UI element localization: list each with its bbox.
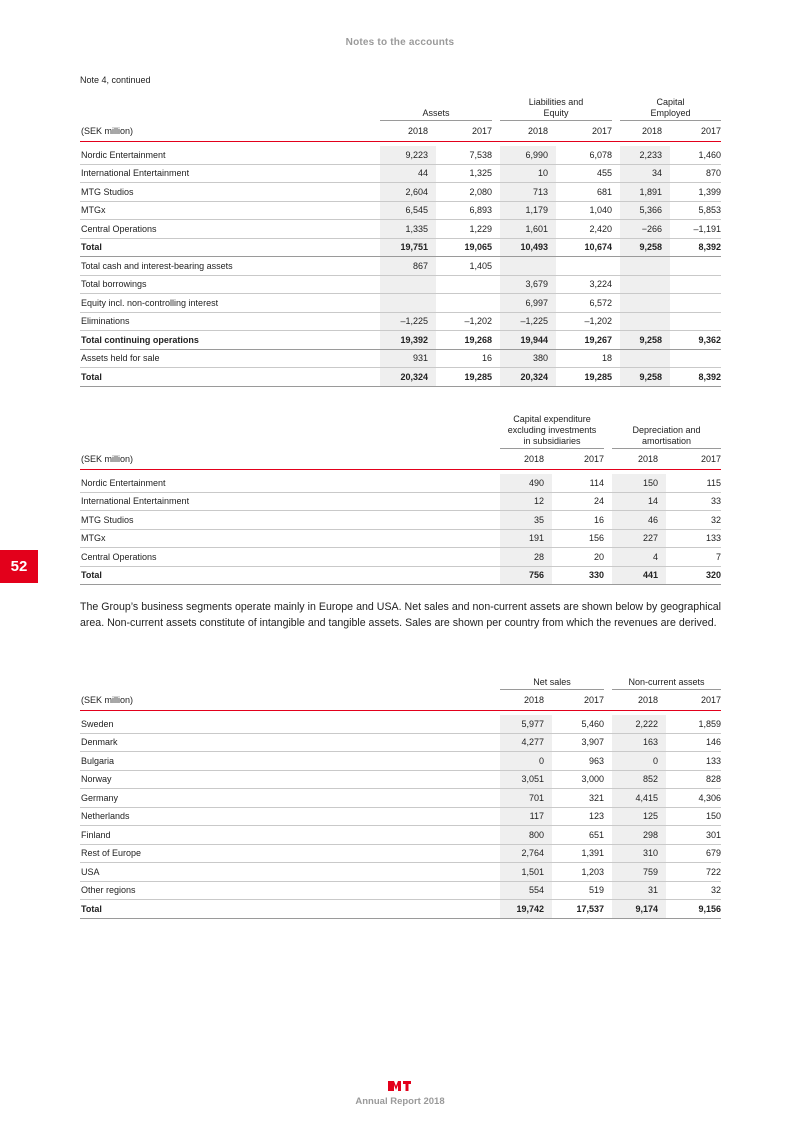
table-cell: 163	[612, 733, 666, 752]
table-row	[80, 312, 721, 331]
table-cell: 321	[552, 789, 604, 808]
table-cell: 1,405	[436, 257, 492, 276]
table-cell: 125	[612, 807, 666, 826]
table-cell: 227	[612, 529, 666, 548]
table-cell: 681	[556, 183, 612, 202]
table-cell	[620, 294, 670, 313]
table-row	[80, 164, 721, 183]
table-cell: 19,742	[500, 900, 552, 919]
row-label: Equity incl. non-controlling interest	[80, 294, 380, 313]
table-cell: 32	[666, 881, 721, 900]
column-gap	[492, 257, 500, 276]
table-cell	[670, 257, 721, 276]
table-cell: 19,065	[436, 238, 492, 257]
column-gap	[604, 733, 612, 752]
column-gap	[604, 900, 612, 919]
table-cell: 19,751	[380, 238, 436, 257]
table-cell: 10,493	[500, 238, 556, 257]
column-gap	[492, 349, 500, 368]
row-label: MTGx	[80, 201, 380, 220]
table-cell: −266	[620, 220, 670, 239]
row-label: International Entertainment	[80, 492, 500, 511]
column-gap	[612, 238, 620, 257]
table-cell: 191	[500, 529, 552, 548]
table-cell: 5,366	[620, 201, 670, 220]
column-gap	[604, 492, 612, 511]
group-header-capital-employed: Capital Employed	[620, 97, 721, 121]
table-row	[80, 368, 721, 387]
table-row	[80, 201, 721, 220]
table-cell: 19,285	[436, 368, 492, 387]
row-label: Rest of Europe	[80, 844, 500, 863]
table-row	[80, 257, 721, 276]
table-cell	[670, 349, 721, 368]
table-cell: 1,203	[552, 863, 604, 882]
table-cell: 1,399	[670, 183, 721, 202]
column-gap	[604, 566, 612, 585]
table-cell: 10	[500, 164, 556, 183]
table-cell: 133	[666, 752, 721, 771]
column-gap	[612, 294, 620, 313]
table-cell: 867	[380, 257, 436, 276]
unit-label: (SEK million)	[80, 690, 500, 711]
table-cell: 2,222	[612, 715, 666, 733]
row-label: USA	[80, 863, 500, 882]
row-label: Other regions	[80, 881, 500, 900]
table-cell: 20,324	[500, 368, 556, 387]
table-cell: 310	[612, 844, 666, 863]
table-cell	[620, 349, 670, 368]
table-cell: 2,233	[620, 146, 670, 164]
table-cell: 298	[612, 826, 666, 845]
row-label: MTG Studios	[80, 183, 380, 202]
table-cell: 6,997	[500, 294, 556, 313]
table-cell: 713	[500, 183, 556, 202]
table-cell: 46	[612, 511, 666, 530]
table-row	[80, 146, 721, 164]
table-cell: 150	[666, 807, 721, 826]
group-header-assets: Assets	[380, 97, 492, 121]
row-label: Total continuing operations	[80, 331, 380, 350]
row-label: Total	[80, 238, 380, 257]
column-gap	[604, 770, 612, 789]
table-cell: 8,392	[670, 368, 721, 387]
column-gap	[612, 275, 620, 294]
table-row	[80, 238, 721, 257]
column-gap	[612, 349, 620, 368]
column-gap	[604, 881, 612, 900]
capex-depreciation-table	[80, 414, 721, 585]
year-header: 2018	[500, 449, 552, 470]
table-row	[80, 220, 721, 239]
table-cell: 10,674	[556, 238, 612, 257]
year-header: 2018	[612, 690, 666, 711]
table-cell: 14	[612, 492, 666, 511]
table-row	[80, 789, 721, 808]
column-gap	[612, 368, 620, 387]
table-cell: 6,990	[500, 146, 556, 164]
table-cell	[380, 275, 436, 294]
table-row	[80, 881, 721, 900]
column-gap	[612, 164, 620, 183]
table-cell	[670, 294, 721, 313]
table-cell: 9,258	[620, 368, 670, 387]
table-cell	[556, 257, 612, 276]
table-cell: 9,156	[666, 900, 721, 919]
column-gap	[604, 511, 612, 530]
column-gap	[492, 275, 500, 294]
table-cell: 3,679	[500, 275, 556, 294]
table-cell: 114	[552, 474, 604, 492]
table-row	[80, 807, 721, 826]
table-cell: 554	[500, 881, 552, 900]
group-header-liabilities: Liabilities and Equity	[500, 97, 612, 121]
table-row	[80, 844, 721, 863]
segment-assets-table	[80, 97, 721, 387]
table-cell: 1,391	[552, 844, 604, 863]
year-header: 2017	[670, 121, 721, 142]
unit-label: (SEK million)	[80, 449, 500, 470]
row-label: Bulgaria	[80, 752, 500, 771]
row-label: Norway	[80, 770, 500, 789]
table-cell: 35	[500, 511, 552, 530]
row-label: Finland	[80, 826, 500, 845]
page-number-badge: 52	[0, 550, 38, 583]
table-cell: 5,977	[500, 715, 552, 733]
row-label: Total cash and interest-bearing assets	[80, 257, 380, 276]
table-cell: 9,223	[380, 146, 436, 164]
table-row	[80, 331, 721, 350]
table-cell: 490	[500, 474, 552, 492]
table-cell: 31	[612, 881, 666, 900]
column-gap	[604, 715, 612, 733]
table-cell: 852	[612, 770, 666, 789]
column-gap	[604, 474, 612, 492]
table-cell	[620, 312, 670, 331]
table-cell: 150	[612, 474, 666, 492]
table-row	[80, 770, 721, 789]
column-gap	[612, 312, 620, 331]
table-cell: 7,538	[436, 146, 492, 164]
table-cell: 0	[500, 752, 552, 771]
table-cell: 0	[612, 752, 666, 771]
table-cell: 117	[500, 807, 552, 826]
column-gap	[604, 863, 612, 882]
table-cell: 123	[552, 807, 604, 826]
table-cell	[620, 257, 670, 276]
table-cell: 2,764	[500, 844, 552, 863]
table-cell: 7	[666, 548, 721, 567]
table-cell: 5,460	[552, 715, 604, 733]
row-label: Total	[80, 368, 380, 387]
year-header: 2017	[436, 121, 492, 142]
row-label: Nordic Entertainment	[80, 146, 380, 164]
row-label: Total	[80, 566, 500, 585]
table-cell: 19,944	[500, 331, 556, 350]
table-cell: 34	[620, 164, 670, 183]
table-cell: 1,040	[556, 201, 612, 220]
table-cell: 44	[380, 164, 436, 183]
column-gap	[604, 548, 612, 567]
column-gap	[612, 331, 620, 350]
mtg-logo-icon	[388, 1079, 412, 1093]
column-gap	[492, 312, 500, 331]
table-cell: 3,907	[552, 733, 604, 752]
table-row	[80, 529, 721, 548]
table-cell: 3,000	[552, 770, 604, 789]
table-cell: 20,324	[380, 368, 436, 387]
year-header: 2017	[556, 121, 612, 142]
geographic-paragraph: The Group’s business segments operate mainly in Europe and USA. Net sales and non-current assets are shown below by geographical area. Non-current assets constitute of intangible and tangible assets. Sales are shown per country from which the revenues are derived.	[80, 601, 721, 629]
table-cell: 6,893	[436, 201, 492, 220]
year-header: 2018	[620, 121, 670, 142]
table-row	[80, 275, 721, 294]
table-row	[80, 492, 721, 511]
table-cell: 19,268	[436, 331, 492, 350]
table-cell: 870	[670, 164, 721, 183]
column-gap	[604, 826, 612, 845]
table-cell: 115	[666, 474, 721, 492]
table-row	[80, 733, 721, 752]
row-label: Netherlands	[80, 807, 500, 826]
table-cell: 1,229	[436, 220, 492, 239]
table-row	[80, 715, 721, 733]
table-cell: 1,501	[500, 863, 552, 882]
table-cell: 931	[380, 349, 436, 368]
table-cell: 2,080	[436, 183, 492, 202]
group-header-net-sales: Net sales	[500, 677, 604, 690]
row-label: Nordic Entertainment	[80, 474, 500, 492]
year-header: 2017	[552, 449, 604, 470]
table-row	[80, 566, 721, 585]
table-cell: 722	[666, 863, 721, 882]
table-row	[80, 349, 721, 368]
column-gap	[492, 238, 500, 257]
column-gap	[492, 294, 500, 313]
table-cell: 963	[552, 752, 604, 771]
group-header-capex: Capital expenditure excluding investments in subsidiaries	[500, 414, 604, 449]
year-header: 2018	[612, 449, 666, 470]
table-cell	[380, 294, 436, 313]
table-cell: 9,174	[612, 900, 666, 919]
column-gap	[492, 331, 500, 350]
table-row	[80, 752, 721, 771]
table-cell: 5,853	[670, 201, 721, 220]
table-cell: 16	[436, 349, 492, 368]
column-gap	[492, 368, 500, 387]
year-header: 2018	[500, 121, 556, 142]
row-label: Denmark	[80, 733, 500, 752]
year-header: 2018	[380, 121, 436, 142]
column-gap	[604, 752, 612, 771]
row-label: Sweden	[80, 715, 500, 733]
table-cell: –1,225	[500, 312, 556, 331]
table-cell: 6,545	[380, 201, 436, 220]
geographic-table	[80, 677, 721, 919]
table-cell: 3,051	[500, 770, 552, 789]
column-gap	[492, 220, 500, 239]
row-label: Eliminations	[80, 312, 380, 331]
table-row	[80, 183, 721, 202]
table-cell: 759	[612, 863, 666, 882]
table-cell	[670, 275, 721, 294]
table-cell	[500, 257, 556, 276]
table-cell: 133	[666, 529, 721, 548]
column-gap	[492, 201, 500, 220]
table-cell: 301	[666, 826, 721, 845]
table-cell	[436, 275, 492, 294]
table-cell: 4,415	[612, 789, 666, 808]
table-cell: 1,601	[500, 220, 556, 239]
column-gap	[612, 201, 620, 220]
note-label: Note 4, continued	[80, 75, 151, 85]
table-cell	[620, 275, 670, 294]
unit-label: (SEK million)	[80, 121, 380, 142]
table-cell: 330	[552, 566, 604, 585]
table-cell: 455	[556, 164, 612, 183]
table-cell: 4	[612, 548, 666, 567]
table-cell: 2,420	[556, 220, 612, 239]
column-gap	[492, 183, 500, 202]
table-cell: 441	[612, 566, 666, 585]
column-gap	[604, 844, 612, 863]
table-row	[80, 511, 721, 530]
table-row	[80, 294, 721, 313]
row-label: Central Operations	[80, 548, 500, 567]
table-cell: 9,258	[620, 238, 670, 257]
table-cell: 19,267	[556, 331, 612, 350]
table-cell: –1,202	[556, 312, 612, 331]
table-row	[80, 863, 721, 882]
table-cell: 8,392	[670, 238, 721, 257]
table-cell: 320	[666, 566, 721, 585]
column-gap	[492, 146, 500, 164]
row-label: Germany	[80, 789, 500, 808]
column-gap	[604, 529, 612, 548]
table-cell: 4,306	[666, 789, 721, 808]
table-cell: 9,258	[620, 331, 670, 350]
column-gap	[612, 220, 620, 239]
table-cell: 756	[500, 566, 552, 585]
table-cell: 1,891	[620, 183, 670, 202]
table-row	[80, 826, 721, 845]
row-label: Total borrowings	[80, 275, 380, 294]
table-cell: 1,460	[670, 146, 721, 164]
column-gap	[612, 183, 620, 202]
row-label: MTGx	[80, 529, 500, 548]
table-cell: 146	[666, 733, 721, 752]
year-header: 2017	[666, 690, 721, 711]
table-cell: 651	[552, 826, 604, 845]
column-gap	[612, 146, 620, 164]
row-label: Total	[80, 900, 500, 919]
footer-title: Annual Report 2018	[355, 1096, 445, 1107]
table-row	[80, 474, 721, 492]
table-cell: 2,604	[380, 183, 436, 202]
table-cell: 1,179	[500, 201, 556, 220]
table-cell: 32	[666, 511, 721, 530]
table-cell: 17,537	[552, 900, 604, 919]
year-header: 2017	[666, 449, 721, 470]
table-cell: –1,202	[436, 312, 492, 331]
page-header: Notes to the accounts	[345, 37, 455, 48]
table-cell: 20	[552, 548, 604, 567]
table-cell: 28	[500, 548, 552, 567]
row-label: Central Operations	[80, 220, 380, 239]
row-label: MTG Studios	[80, 511, 500, 530]
group-header-depreciation: Depreciation and amortisation	[612, 414, 721, 449]
table-cell: 1,335	[380, 220, 436, 239]
table-cell: 24	[552, 492, 604, 511]
table-cell: 701	[500, 789, 552, 808]
table-cell: 6,078	[556, 146, 612, 164]
table-cell	[436, 294, 492, 313]
row-label: International Entertainment	[80, 164, 380, 183]
table-row	[80, 548, 721, 567]
table-cell: 3,224	[556, 275, 612, 294]
column-gap	[604, 807, 612, 826]
table-cell: 9,362	[670, 331, 721, 350]
table-row	[80, 900, 721, 919]
table-cell: 800	[500, 826, 552, 845]
row-label: Assets held for sale	[80, 349, 380, 368]
column-gap	[492, 164, 500, 183]
table-cell: 1,325	[436, 164, 492, 183]
table-cell: 6,572	[556, 294, 612, 313]
table-cell: 19,392	[380, 331, 436, 350]
table-cell: 679	[666, 844, 721, 863]
column-gap	[604, 789, 612, 808]
year-header: 2018	[500, 690, 552, 711]
table-cell: 19,285	[556, 368, 612, 387]
table-cell: 18	[556, 349, 612, 368]
table-cell: –1,191	[670, 220, 721, 239]
table-cell: 33	[666, 492, 721, 511]
table-cell: 380	[500, 349, 556, 368]
table-cell: 156	[552, 529, 604, 548]
table-cell: 519	[552, 881, 604, 900]
table-cell: –1,225	[380, 312, 436, 331]
column-gap	[612, 257, 620, 276]
table-cell: 12	[500, 492, 552, 511]
year-header: 2017	[552, 690, 604, 711]
table-cell: 828	[666, 770, 721, 789]
table-cell: 4,277	[500, 733, 552, 752]
table-cell: 1,859	[666, 715, 721, 733]
group-header-non-current-assets: Non-current assets	[612, 677, 721, 690]
table-cell	[670, 312, 721, 331]
table-cell: 16	[552, 511, 604, 530]
